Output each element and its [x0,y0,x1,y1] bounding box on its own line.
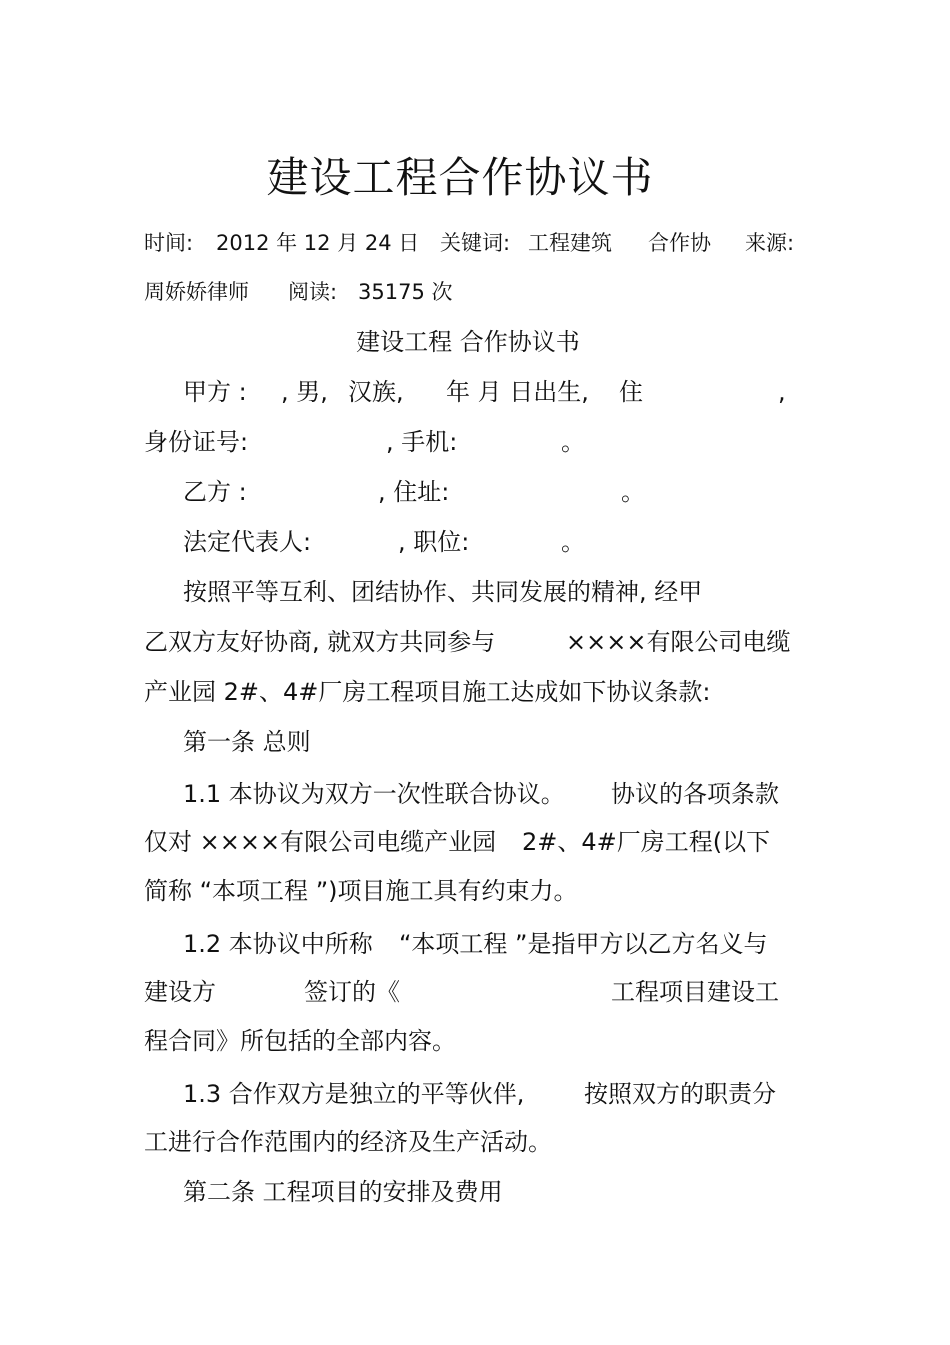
clause-1-3-line-1b: 按照双方的职责分 [584,1080,776,1108]
party-a-id-label: 身份证号: [144,428,249,456]
party-b-end: 。 [621,478,645,506]
party-a-phone-label: , 手机: [386,428,458,456]
party-a-gender: , 男, [281,378,328,406]
party-b-label: 乙方 : [183,478,247,506]
clause-1-1-line-2a: 仅对 ××××有限公司电缆产业园 [144,828,497,856]
party-b-address-label: , 住址: [378,478,450,506]
reads-count: 35175 次 [358,280,453,304]
keyword-1: 工程建筑 [528,231,612,255]
article-1-heading: 第一条 总则 [183,728,311,756]
legal-rep-label: 法定代表人: [183,528,312,556]
clause-1-2-line-2b: 签订的《 [304,978,400,1006]
keywords-label: 关键词: [440,231,511,255]
party-a-end: 。 [561,428,585,456]
clause-1-2-line-1b: “本项工程 ”是指甲方以乙方名义与 [399,930,768,958]
clause-1-1-line-1a: 1.1 本协议为双方一次性联合协议。 [183,780,565,808]
party-a-birth: 年 月 日出生, [446,378,589,406]
clause-1-3-line-1a: 1.3 合作双方是独立的平等伙伴, [183,1080,525,1108]
source-label: 来源: [745,231,795,255]
party-a-comma: , [778,378,786,406]
clause-1-1-line-3: 简称 “本项工程 ”)项目施工具有约束力。 [144,877,578,905]
intro-line-1: 按照平等互利、团结协作、共同发展的精神, 经甲 [183,578,703,606]
document-title: 建设工程合作协议书 [266,153,654,202]
intro-line-2b: ××××有限公司电缆 [566,628,791,656]
party-a-label: 甲方 : [183,378,247,406]
clause-1-2-line-1a: 1.2 本协议中所称 [183,930,373,958]
party-a-address-label: 住 [619,378,643,406]
clause-1-1-line-1b: 协议的各项条款 [611,780,779,808]
clause-1-3-line-2: 工进行合作范围内的经济及生产活动。 [144,1128,552,1156]
legal-rep-position-label: , 职位: [398,528,470,556]
article-2-heading: 第二条 工程项目的安排及费用 [183,1178,503,1206]
reads-label: 阅读: [288,280,338,304]
clause-1-1-line-2b: 2#、4#厂房工程(以下 [522,828,771,856]
clause-1-2-line-2c: 工程项目建设工 [611,978,779,1006]
party-a-ethnic: 汉族, [348,378,404,406]
time-label: 时间: [144,231,194,255]
keyword-2: 合作协 [648,231,711,255]
clause-1-2-line-3: 程合同》所包括的全部内容。 [144,1027,456,1055]
intro-line-3: 产业园 2#、4#厂房工程项目施工达成如下协议条款: [144,678,711,706]
clause-1-2-line-2a: 建设方 [144,978,216,1006]
source-author: 周娇娇律师 [144,280,249,304]
legal-rep-end: 。 [561,528,585,556]
intro-line-2a: 乙双方友好协商, 就双方共同参与 [144,628,496,656]
subtitle: 建设工程 合作协议书 [356,328,580,356]
publish-date: 2012 年 12 月 24 日 [216,231,420,255]
